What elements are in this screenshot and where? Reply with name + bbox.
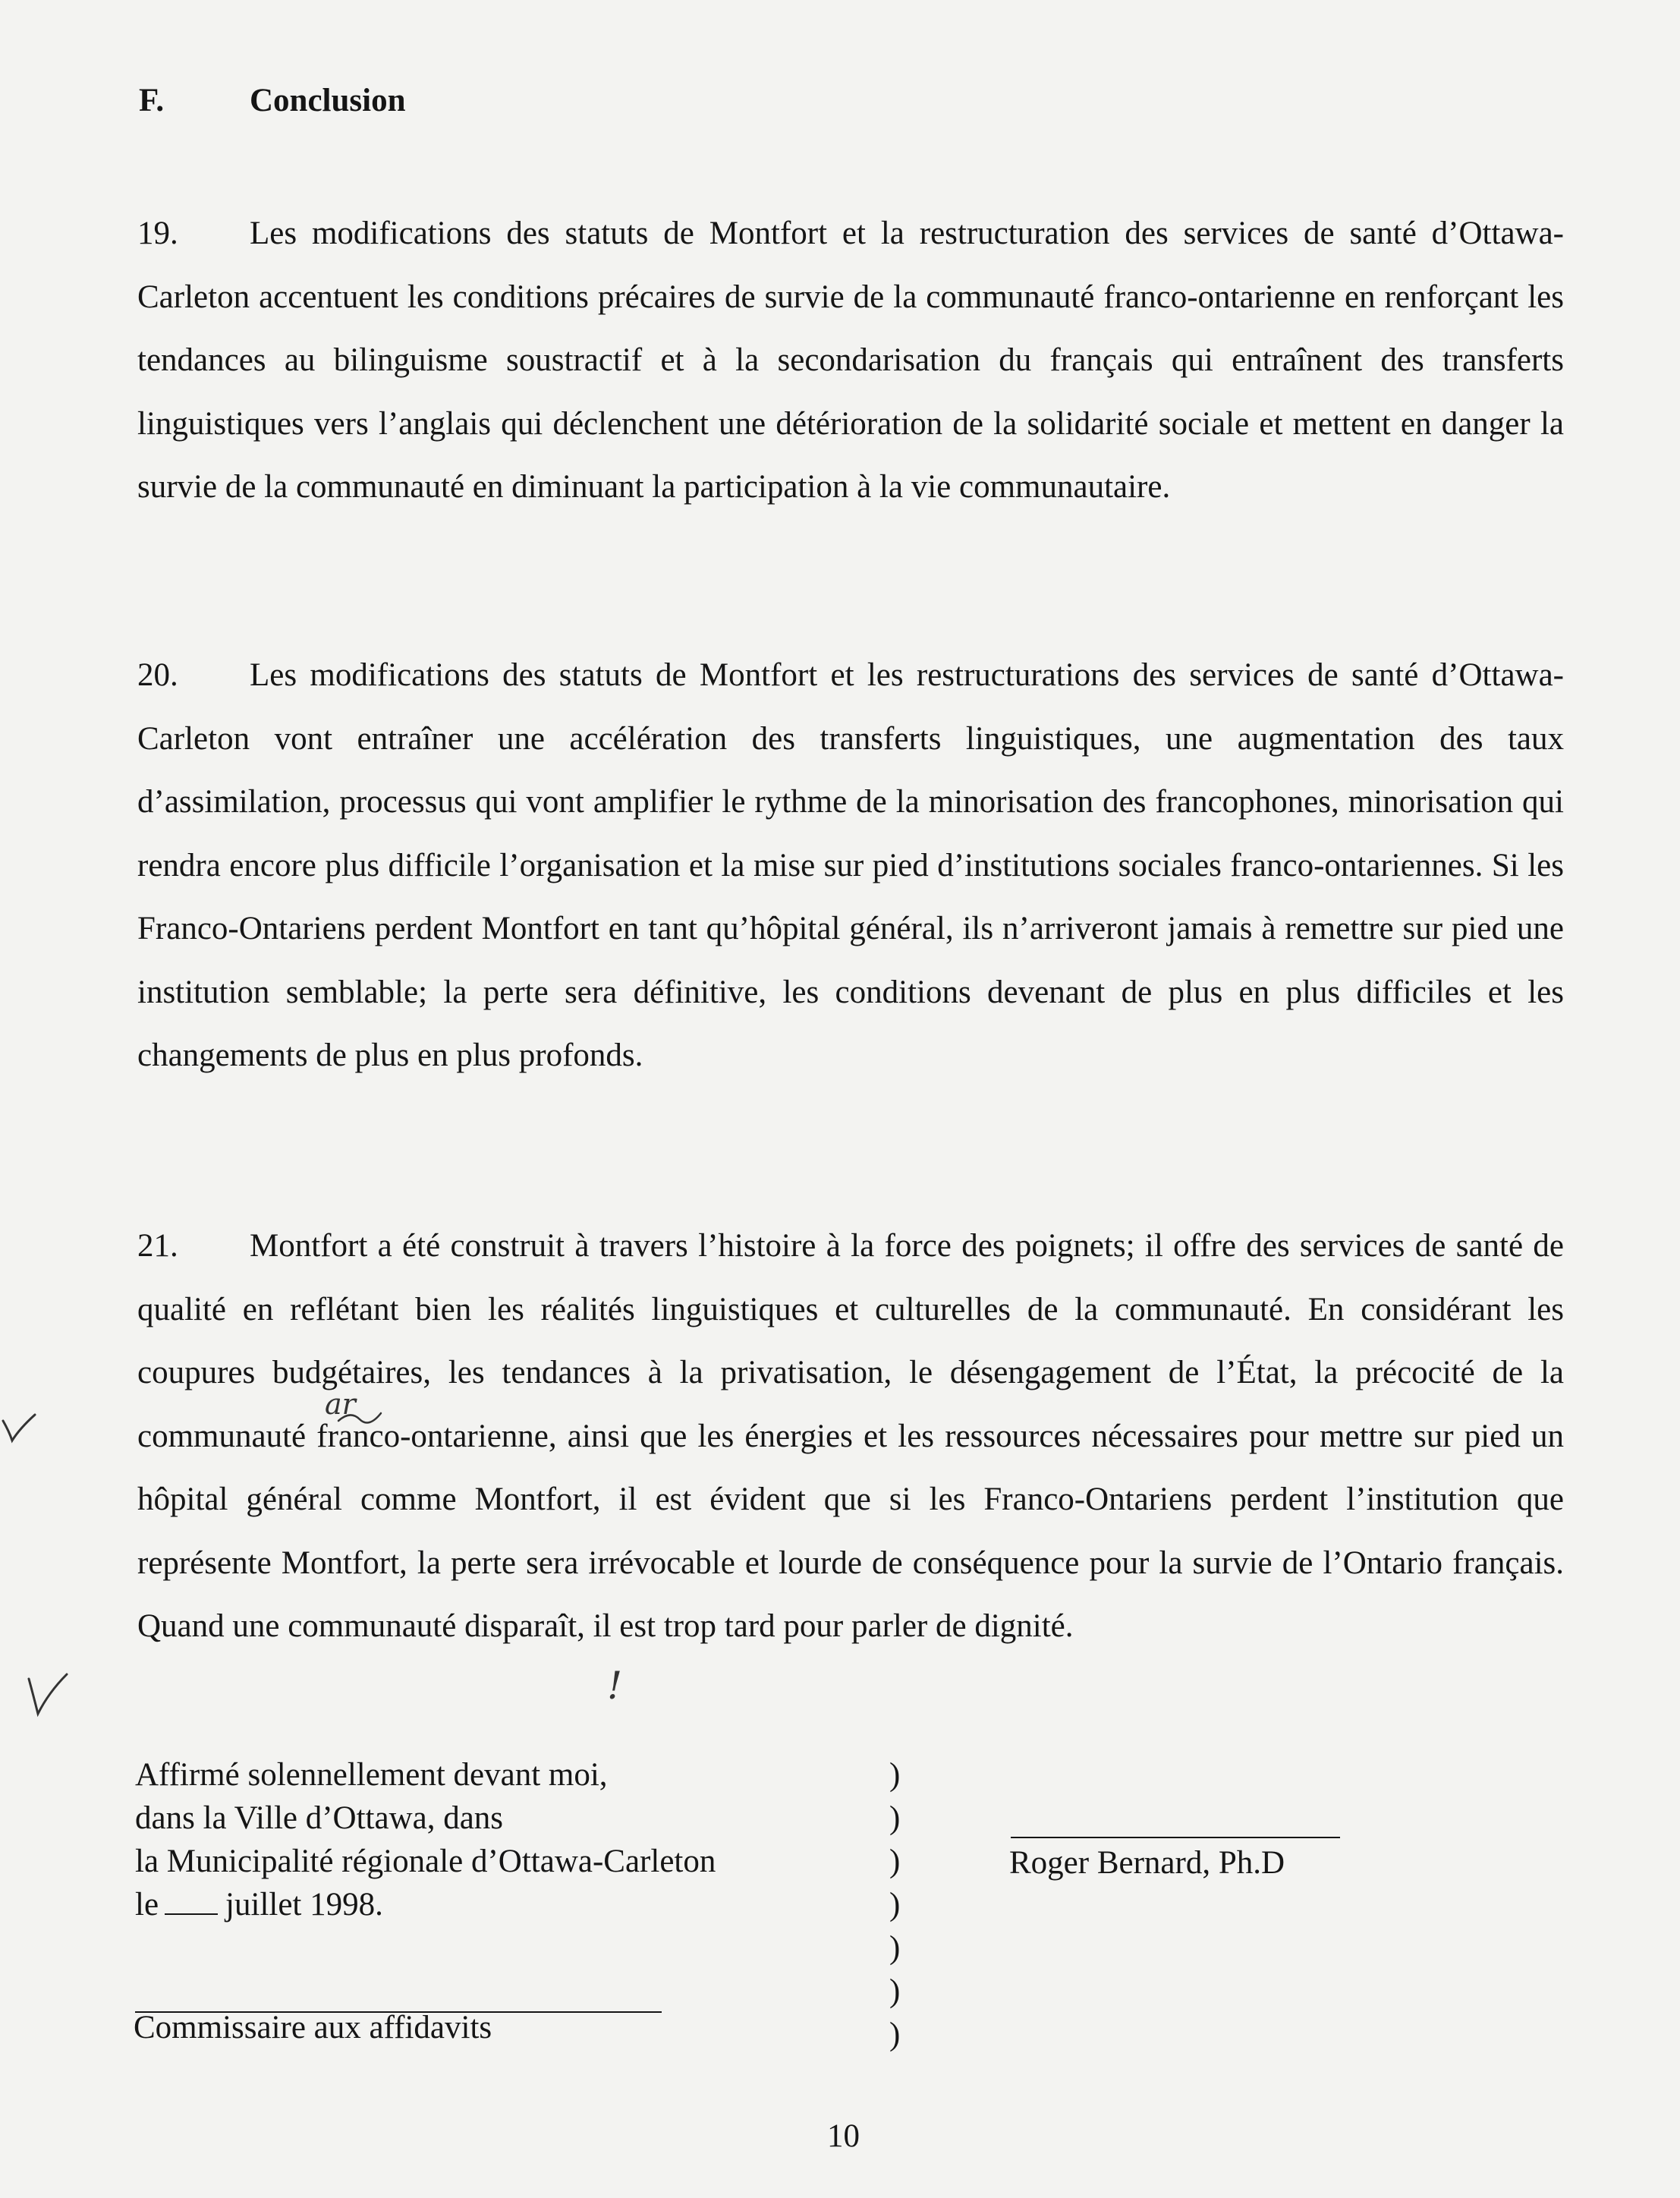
- parenthesis: ): [889, 1800, 901, 1836]
- section-title: Conclusion: [250, 83, 406, 118]
- commissioner-label: Commissaire aux affidavits: [134, 2010, 492, 2045]
- affirmation-line: Affirmé solennellement devant moi,: [135, 1757, 608, 1793]
- handwritten-exclamation: !: [607, 1664, 623, 1708]
- paragraph-number: 21.: [137, 1228, 178, 1264]
- day-blank: [165, 1891, 218, 1915]
- parenthesis: ): [889, 1887, 901, 1922]
- section-letter: F.: [139, 83, 165, 118]
- paragraph-text: Montfort a été construit à travers l’histoire à la force des poignets; il offre des services de santé de qualité en reflétant bien les réalités linguistiques et culturelles de la communauté. En considérant les coupures budgétaires, les tendances à la privatisation, le désengagement de l’État, la précocité de la communauté franco-ontarienne, ainsi que les énergies et les ressources nécessaires pour mettre sur pied un hôpital général comme Montfort, il est évident que si les Franco-Ontariens perdent l’institution que représente Montfort, la perte sera irrévocable et lourde de conséquence pour la survie de l’Ontario français. Quand une communauté disparaît, il est trop tard pour parler de dignité.: [137, 1228, 1564, 1644]
- check-mark-icon: [23, 1670, 76, 1723]
- paragraph-text: Les modifications des statuts de Montfort et les restructurations des services de santé d’Ottawa-Carleton vont entraîner une accélération des transferts linguistiques, une augmentation des taux d’assimilation, processus qui vont amplifier le rythme de la minorisation des francophones, minorisation qui rendra encore plus difficile l’organisation et la mise sur pied d’institutions sociales franco-ontariennes. Si les Franco-Ontariens perdent Montfort en tant qu’hôpital général, ils n’arriveront jamais à remettre sur pied une institution semblable; la perte sera définitive, les conditions devenant de plus en plus difficiles et les changements de plus en plus profonds.: [137, 657, 1564, 1073]
- date-suffix: juillet 1998.: [225, 1887, 383, 1922]
- parenthesis: ): [889, 1973, 901, 2009]
- parenthesis: ): [889, 1930, 901, 1966]
- handwritten-correction: ar: [325, 1387, 356, 1421]
- parenthesis: ): [889, 2017, 901, 2052]
- paragraph-19: [137, 202, 1564, 519]
- page-number: 10: [827, 2118, 860, 2154]
- date-prefix: le: [135, 1887, 159, 1922]
- parenthesis: ): [889, 1757, 901, 1793]
- paragraph-number: 19.: [137, 216, 178, 251]
- check-mark-icon: [0, 1412, 46, 1450]
- affirmation-date-line: [135, 1883, 716, 1926]
- parenthesis: ): [889, 1844, 901, 1879]
- parenthesis-column: [889, 1753, 900, 2056]
- section-heading: [139, 82, 406, 119]
- signature-line: [1011, 1837, 1340, 1838]
- paragraph-text: Les modifications des statuts de Montfort et la restructuration des services de santé d’Ottawa-Carleton accentuent les conditions précaires de survie de la communauté franco-ontarienne en renforçant les tendances au bilinguisme soustractif et à la secondarisation du français qui entraînent des transferts linguistiques vers l’anglais qui déclenchent une détérioration de la solidarité sociale et mettent en danger la survie de la communauté en diminuant la participation à la vie communautaire.: [137, 216, 1564, 505]
- paragraph-20: [137, 644, 1564, 1088]
- paragraph-21: [137, 1214, 1564, 1658]
- affirmation-line: dans la Ville d’Ottawa, dans: [135, 1800, 504, 1836]
- signatory-name: Roger Bernard, Ph.D: [1009, 1845, 1285, 1881]
- affirmation-block: [135, 1753, 716, 1926]
- paragraph-number: 20.: [137, 657, 178, 693]
- affirmation-line: la Municipalité régionale d’Ottawa-Carleton: [135, 1844, 716, 1879]
